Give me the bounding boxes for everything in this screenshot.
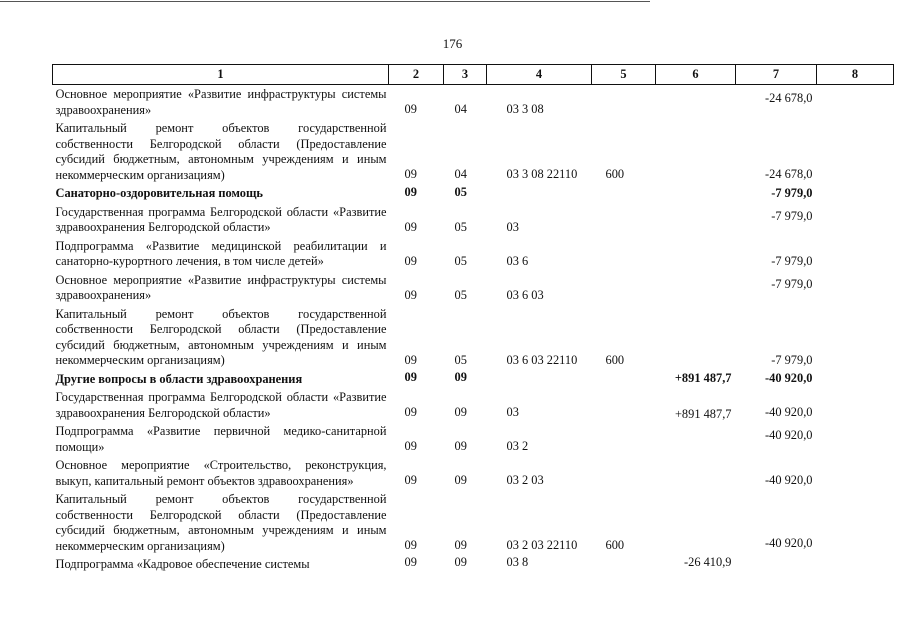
row-amount-col6	[656, 237, 736, 271]
header-cell-3: 3	[444, 65, 487, 85]
row-target-code: 03 3 08	[506, 102, 544, 116]
table-row	[53, 119, 894, 184]
table-row	[53, 271, 894, 305]
row-target-code: 03	[506, 219, 519, 234]
row-section-code: 09	[404, 473, 417, 487]
table-row	[53, 203, 894, 237]
row-amount-col7: -7 979,0	[771, 208, 813, 223]
row-target-code: 03 2 03	[506, 473, 544, 487]
header-cell-5: 5	[592, 65, 656, 85]
row-description: Капитальный ремонт объектов государственной собственности Белгородской области (Предоставление субсидий бюджетным, автономным учреждениям и иным некоммерческим организациям)	[55, 121, 387, 182]
row-description: Санаторно-оздоровительная помощь	[55, 186, 263, 200]
row-expense-type	[592, 370, 656, 389]
row-target-code: 03 2	[506, 439, 529, 453]
row-subsection-code: 09	[454, 538, 467, 552]
row-expense-type: 600	[605, 352, 625, 367]
row-target-code	[487, 370, 592, 389]
row-expense-type	[592, 388, 656, 422]
row-subsection-code: 05	[454, 219, 467, 234]
row-expense-type	[592, 203, 656, 237]
row-amount-col7: -7 979,0	[771, 352, 813, 367]
row-subsection-code: 04	[454, 102, 467, 116]
row-amount-col7: -40 920,0	[765, 371, 813, 386]
row-target-code: 03 3 08 22110	[506, 167, 578, 181]
row-subsection-code: 09	[454, 473, 467, 487]
table-row	[53, 422, 894, 456]
row-amount-col8	[817, 456, 894, 490]
row-section-code: 09	[404, 439, 417, 453]
row-subsection-code: 05	[454, 253, 467, 268]
row-amount-col8	[817, 388, 894, 422]
table-row	[53, 490, 894, 555]
table-row	[53, 237, 894, 271]
row-subsection-code: 05	[454, 352, 467, 367]
row-expense-type	[592, 555, 656, 574]
row-subsection-code: 05	[454, 184, 467, 199]
row-description: Подпрограмма «Развитие первичной медико-санитарной помощи»	[55, 424, 387, 454]
row-amount-col7: -7 979,0	[771, 276, 813, 291]
row-section-code: 09	[404, 167, 417, 181]
row-description: Капитальный ремонт объектов государственной собственности Белгородской области (Предоставление субсидий бюджетным, автономным учреждениям и иным некоммерческим организациям)	[55, 492, 387, 553]
row-amount-col8	[817, 237, 894, 271]
row-amount-col6	[656, 184, 736, 203]
row-subsection-code: 09	[454, 405, 467, 419]
row-expense-type: 600	[605, 167, 625, 181]
row-description: Капитальный ремонт объектов государственной собственности Белгородской области (Предоставление субсидий бюджетным, автономным учреждениям и иным некоммерческим организациям)	[55, 306, 387, 367]
row-amount-col7: -24 678,0	[765, 91, 813, 105]
row-amount-col6	[656, 85, 736, 120]
row-description: Государственная программа Белгородской области «Развитие здравоохранения Белгородской области»	[55, 204, 387, 234]
row-amount-col7: -40 920,0	[765, 428, 813, 442]
row-amount-col7: -7 979,0	[771, 253, 813, 268]
row-subsection-code: 04	[454, 167, 467, 181]
row-amount-col8	[817, 119, 894, 184]
row-amount-col6	[656, 305, 736, 370]
header-cell-4: 4	[487, 65, 592, 85]
row-section-code: 09	[404, 219, 417, 234]
row-expense-type	[592, 184, 656, 203]
row-amount-col7	[736, 555, 817, 574]
row-amount-col6	[656, 422, 736, 456]
table-row	[53, 456, 894, 490]
row-amount-col6	[656, 203, 736, 237]
table-row	[53, 184, 894, 203]
row-target-code	[487, 184, 592, 203]
table-row	[53, 85, 894, 120]
row-amount-col8	[817, 271, 894, 305]
row-amount-col7: -40 920,0	[765, 536, 813, 550]
table-row	[53, 388, 894, 422]
row-description: Другие вопросы в области здравоохранения	[55, 371, 303, 386]
row-subsection-code: 05	[454, 287, 467, 302]
row-section-code: 09	[404, 405, 417, 419]
header-cell-7: 7	[736, 65, 817, 85]
row-amount-col8	[817, 370, 894, 389]
row-amount-col8	[817, 305, 894, 370]
row-target-code: 03 6	[506, 253, 529, 268]
header-row	[53, 65, 894, 85]
row-amount-col8	[817, 422, 894, 456]
header-cell-1: 1	[53, 65, 389, 85]
header-cell-2: 2	[389, 65, 444, 85]
row-amount-col6	[656, 456, 736, 490]
row-description: Государственная программа Белгородской области «Развитие здравоохранения Белгородской области»	[55, 390, 387, 420]
row-amount-col6	[656, 119, 736, 184]
row-expense-type	[592, 85, 656, 120]
row-subsection-code: 09	[454, 439, 467, 453]
row-target-code: 03 6 03 22110	[506, 352, 578, 367]
row-section-code: 09	[404, 287, 417, 302]
header-cell-8: 8	[817, 65, 894, 85]
row-section-code: 09	[404, 352, 417, 367]
budget-table	[52, 64, 894, 574]
page-number: 176	[442, 36, 463, 51]
header-cell-6: 6	[656, 65, 736, 85]
row-target-code: 03 6 03	[506, 287, 544, 302]
row-section-code: 09	[404, 555, 417, 569]
table-row	[53, 370, 894, 389]
row-target-code: 03	[506, 405, 519, 419]
row-target-code: 03 8	[506, 555, 529, 569]
row-amount-col7: -7 979,0	[771, 185, 813, 200]
row-amount-col8	[817, 184, 894, 203]
row-expense-type	[592, 456, 656, 490]
row-amount-col7: -24 678,0	[765, 167, 813, 181]
row-section-code: 09	[404, 102, 417, 116]
row-description: Подпрограмма «Развитие медицинской реабилитации и санаторно-курортного лечения, в том числе детей»	[55, 238, 387, 268]
row-amount-col6: +891 487,7	[674, 407, 732, 421]
top-rule	[0, 1, 650, 2]
row-description: Основное мероприятие «Строительство, реконструкция, выкуп, капитальный ремонт объектов здравоохранения»	[55, 458, 387, 488]
row-amount-col8	[817, 85, 894, 120]
row-target-code: 03 2 03 22110	[506, 538, 578, 552]
row-amount-col6	[656, 271, 736, 305]
row-amount-col8	[817, 203, 894, 237]
table-row	[53, 555, 894, 574]
row-section-code: 09	[404, 538, 417, 552]
row-amount-col8	[817, 490, 894, 555]
row-expense-type: 600	[605, 538, 625, 552]
row-amount-col7: -40 920,0	[765, 405, 813, 419]
row-amount-col8	[817, 555, 894, 574]
row-section-code: 09	[404, 253, 417, 268]
row-amount-col6: +891 487,7	[674, 371, 732, 386]
row-subsection-code: 09	[454, 370, 467, 385]
row-expense-type	[592, 237, 656, 271]
row-amount-col6	[656, 490, 736, 555]
row-description: Основное мероприятие «Развитие инфраструктуры системы здравоохранения»	[55, 87, 387, 117]
row-amount-col6: -26 410,9	[684, 555, 732, 569]
row-expense-type	[592, 271, 656, 305]
row-section-code: 09	[404, 184, 417, 199]
row-amount-col7: -40 920,0	[765, 473, 813, 487]
row-description: Подпрограмма «Кадровое обеспечение системы	[55, 557, 310, 571]
table-row	[53, 305, 894, 370]
row-section-code: 09	[404, 370, 417, 385]
row-description: Основное мероприятие «Развитие инфраструктуры системы здравоохранения»	[55, 272, 387, 302]
row-subsection-code: 09	[454, 555, 467, 569]
row-expense-type	[592, 422, 656, 456]
